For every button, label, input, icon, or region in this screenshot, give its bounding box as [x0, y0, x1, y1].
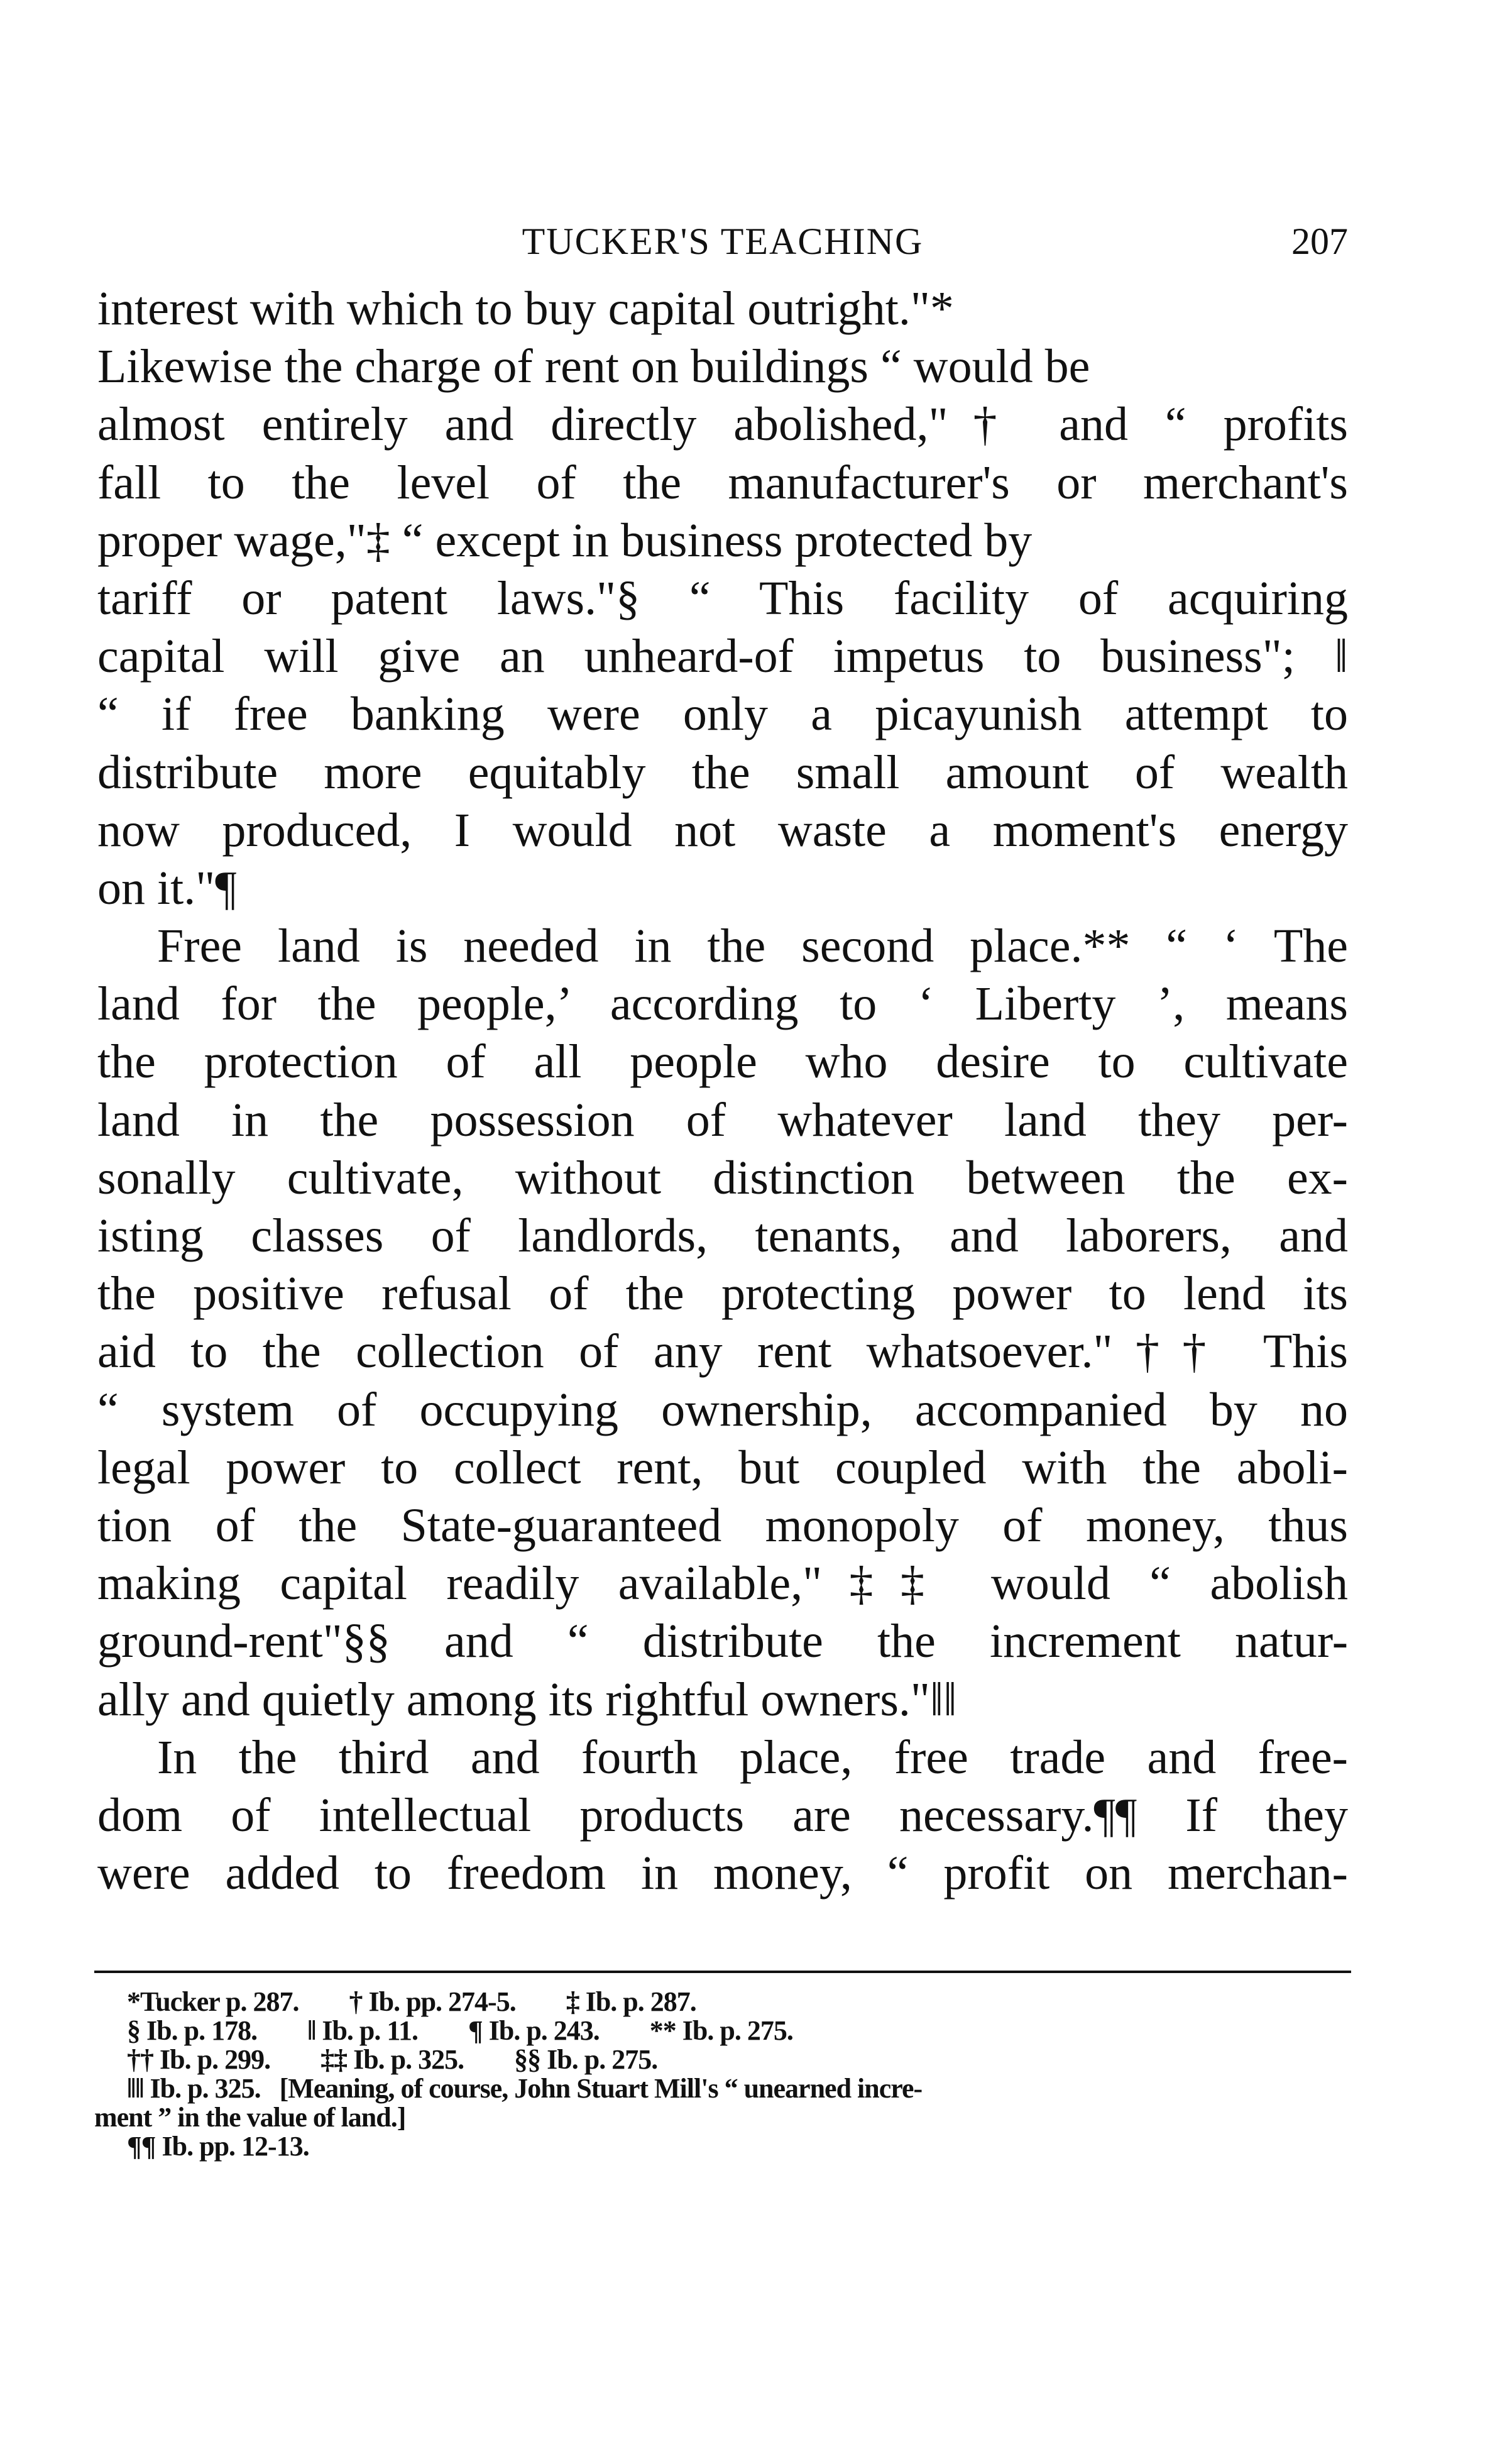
footnote-line: ¶¶ Ib. pp. 12-13.	[127, 2131, 309, 2162]
footnote-line: †† Ib. p. 299. ‡‡ Ib. p. 325. §§ Ib. p. 275.	[127, 2044, 658, 2075]
body-line: ground-rent"§§ and “ distribute the increment natur-	[97, 1615, 1348, 1668]
body-line: now produced, I would not waste a moment's energy	[97, 803, 1348, 857]
body-line: the protection of all people who desire to cultivate	[97, 1035, 1348, 1089]
body-line: on it."¶	[97, 861, 237, 915]
body-line: legal power to collect rent, but coupled with the aboli-	[97, 1441, 1348, 1494]
body-line: capital will give an unheard-of impetus to business"; ‖	[97, 630, 1348, 683]
body-line: ally and quietly among its rightful owners."‖‖	[97, 1673, 957, 1726]
page-number: 207	[1291, 221, 1348, 262]
body-line: tion of the State-guaranteed monopoly of money, thus	[97, 1498, 1348, 1552]
body-line: interest with which to buy capital outright."*	[97, 282, 954, 335]
body-line: Free land is needed in the second place.** “ ‘ The	[157, 920, 1348, 973]
footnote-divider	[94, 1971, 1351, 1973]
footnote-line: ment ” in the value of land.]	[94, 2102, 406, 2133]
body-line: distribute more equitably the small amount of wealth	[97, 745, 1348, 799]
body-line: sonally cultivate, without distinction between the ex-	[97, 1151, 1348, 1204]
body-line: were added to freedom in money, “ profit on merchan-	[97, 1847, 1348, 1900]
body-line: almost entirely and directly abolished,"† and “ profits	[97, 398, 1348, 451]
body-line: proper wage,"‡ “ except in business protected by	[97, 514, 1033, 567]
body-line: the positive refusal of the protecting power to lend its	[97, 1267, 1348, 1321]
footnote-line: § Ib. p. 178. ‖ Ib. p. 11. ¶ Ib. p. 243. ** Ib. p. 275.	[127, 2015, 793, 2046]
body-line: isting classes of landlords, tenants, and laborers, and	[97, 1209, 1348, 1262]
body-text	[97, 280, 1348, 1902]
body-line: making capital readily available,"‡‡ would “ abolish	[97, 1557, 1348, 1610]
body-line: dom of intellectual products are necessary.¶¶ If they	[97, 1788, 1348, 1842]
body-line: “ system of occupying ownership, accompanied by no	[97, 1383, 1348, 1436]
body-line: In the third and fourth place, free trade and free-	[157, 1730, 1348, 1784]
footnote-line: ‖‖ Ib. p. 325. [Meaning, of course, John Stuart Mill's “ unearned incre-	[127, 2073, 923, 2104]
footnotes	[94, 1988, 1351, 2161]
body-line: aid to the collection of any rent whatsoever."†† This	[97, 1325, 1348, 1378]
running-title: TUCKER'S TEACHING	[522, 221, 924, 262]
body-line: fall to the level of the manufacturer's or merchant's	[97, 456, 1348, 509]
body-line: land for the people,’ according to ‘ Liberty ’, means	[97, 977, 1348, 1031]
body-line: tariff or patent laws."§ “ This facility of acquiring	[97, 571, 1348, 625]
footnote-line: *Tucker p. 287. † Ib. pp. 274-5. ‡ Ib. p. 287.	[127, 1986, 696, 2017]
running-header	[97, 220, 1348, 277]
body-line: land in the possession of whatever land they per-	[97, 1093, 1348, 1147]
body-line: Likewise the charge of rent on buildings “ would be	[97, 340, 1090, 393]
body-line: “ if free banking were only a picayunish attempt to	[97, 688, 1348, 741]
